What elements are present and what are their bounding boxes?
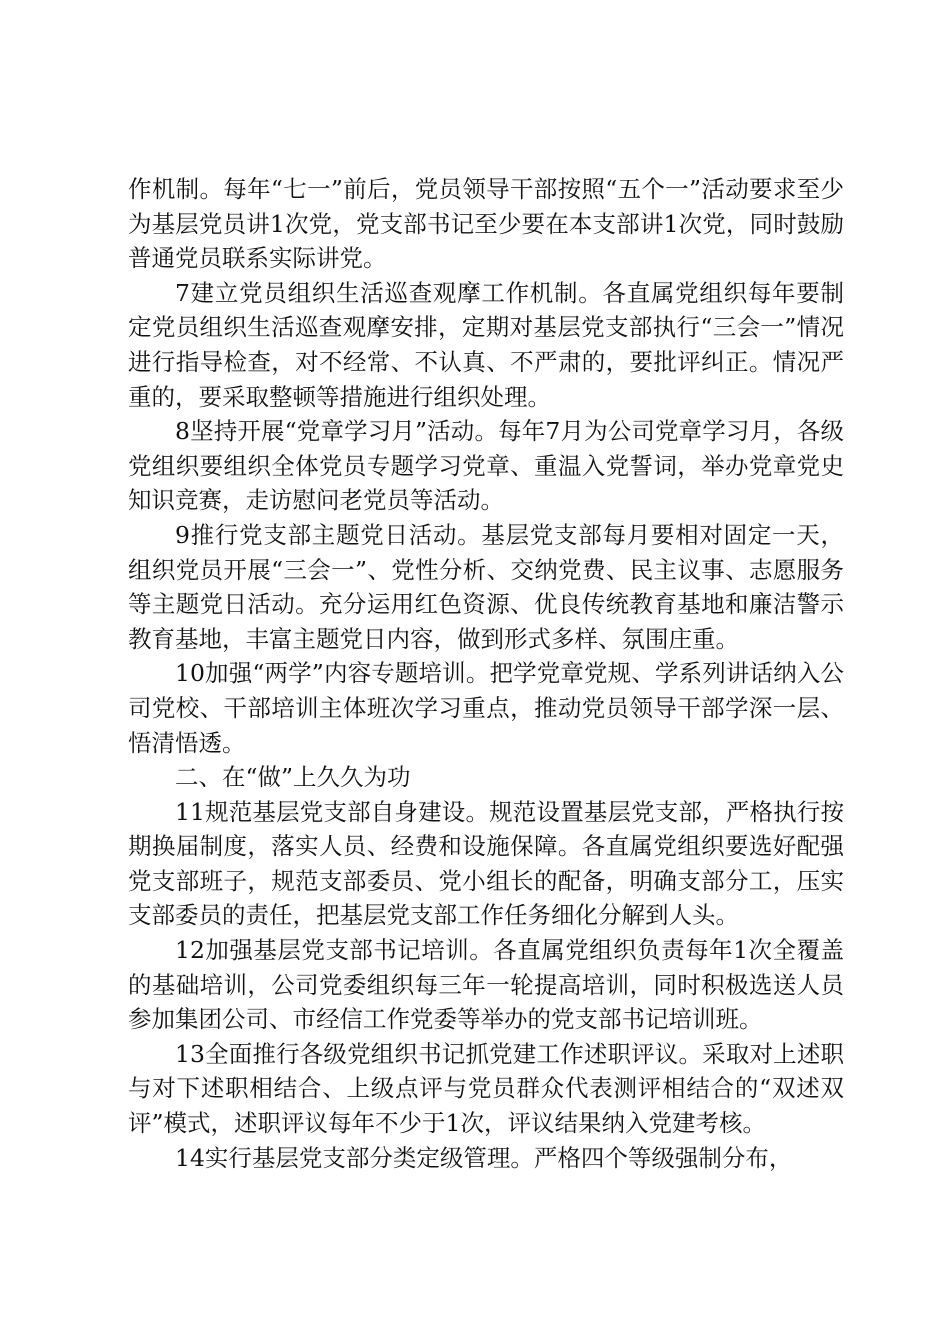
section-heading-2: 二、在“做”上久久为功 (175, 763, 411, 792)
paragraph-9: 9推行党支部主题党日活动。基层党支部每月要相对固定一天，组织党员开展“三会一”、党性分析、交纳党费、民主议事、志愿服务等主题党日活动。充分运用红色资源、优良传统教育基地和廉洁警示教育基地，丰富主题党日内容，做到形式多样、氛围庄重。 (128, 520, 844, 653)
paragraph-1: 作机制。每年“七一”前后，党员领导干部按照“五个一”活动要求至少为基层党员讲1次党，党支部书记至少要在本支部讲1次党，同时鼓励普通党员联系实际讲党。 (128, 175, 844, 273)
paragraph-14: 14实行基层党支部分类定级管理。严格四个等级强制分布， (175, 1143, 793, 1172)
paragraph-7: 7建立党员组织生活巡查观摩工作机制。各直属党组织每年要制定党员组织生活巡查观摩安排，定期对基层党支部执行“三会一”情况进行指导检查，对不经常、不认真、不严肃的，要批评纠正。情况严重的，要采取整顿等措施进行组织处理。 (128, 278, 844, 411)
document-page (128, 172, 844, 1175)
paragraph-12: 12加强基层党支部书记培训。各直属党组织负责每年1次全覆盖的基础培训，公司党委组织每三年一轮提高培训，同时积极选送人员参加集团公司、市经信工作党委等举办的党支部书记培训班。 (128, 936, 844, 1034)
paragraph-8: 8坚持开展“党章学习月”活动。每年7月为公司党章学习月，各级党组织要组织全体党员专题学习党章、重温入党誓词，举办党章党史知识竞赛，走访慰问老党员等活动。 (128, 417, 844, 515)
paragraph-13: 13全面推行各级党组织书记抓党建工作述职评议。采取对上述职与对下述职相结合、上级点评与党员群众代表测评相结合的“双述双评”模式，述职评议每年不少于1次，评议结果纳入党建考核。 (128, 1039, 844, 1138)
paragraph-11: 11规范基层党支部自身建设。规范设置基层党支部，严格执行按期换届制度，落实人员、经费和设施保障。各直属党组织要选好配强党支部班子，规范支部委员、党小组长的配备，明确支部分工，压实支部委员的责任，把基层党支部工作任务细化分解到人头。 (128, 797, 844, 930)
paragraph-10: 10加强“两学”内容专题培训。把学党章党规、学系列讲话纳入公司党校、干部培训主体班次学习重点，推动党员领导干部学深一层、悟清悟透。 (128, 659, 844, 757)
